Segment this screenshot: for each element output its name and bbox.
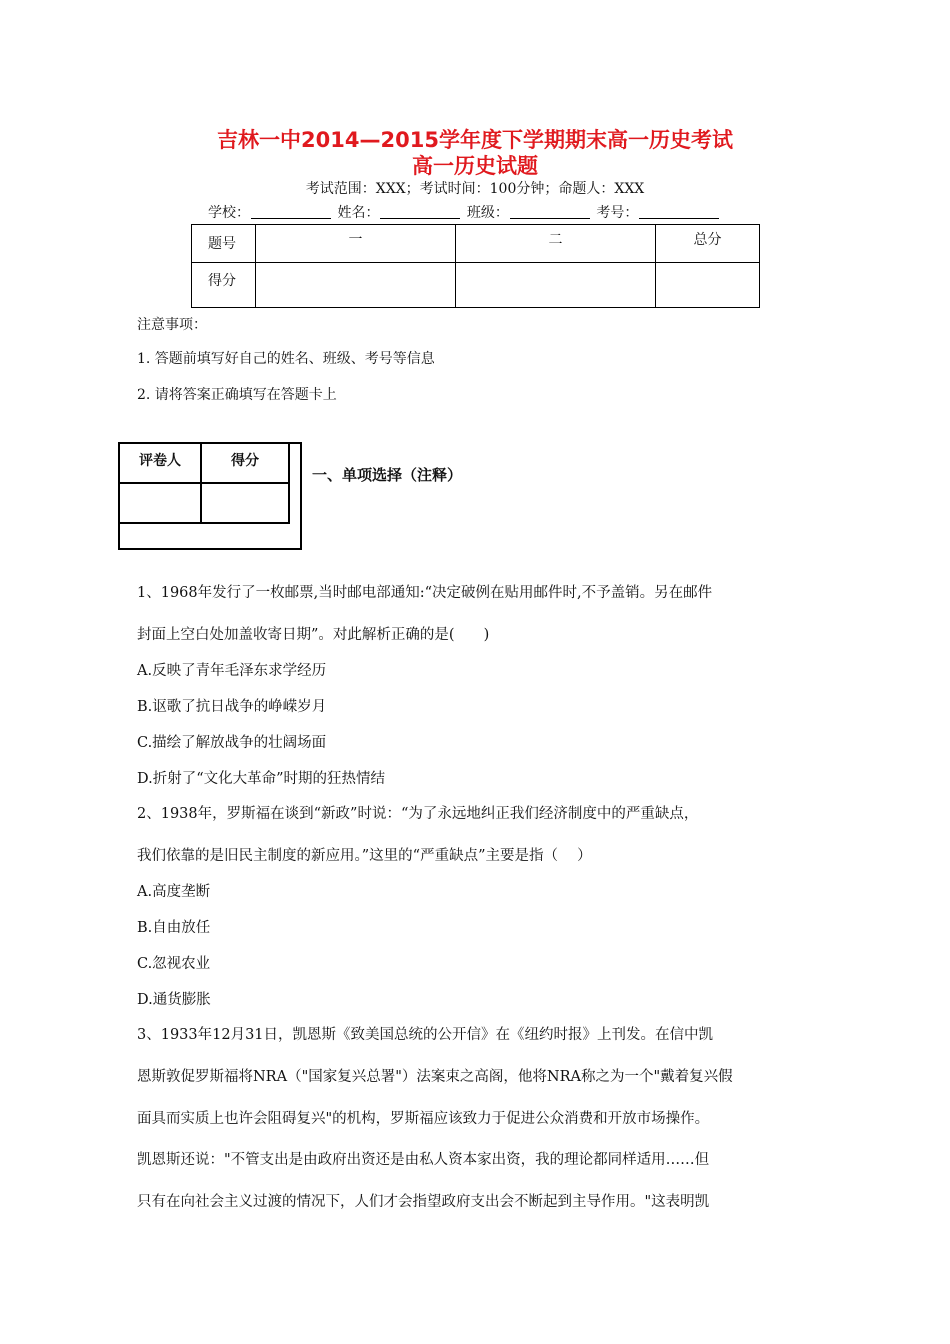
exam-title: 吉林一中2014—2015学年度下学期期末高一历史考试: [217, 128, 733, 152]
question-line: 1、1968年发行了一枚邮票,当时邮电部通知:“决定破例在贴用邮件时,不予盖销。另在邮件: [137, 585, 713, 601]
option-line: C.忽视农业: [137, 956, 211, 972]
question-line: 面具而实质上也许会阻碍复兴"的机构，罗斯福应该致力于促进公众消费和开放市场操作。: [137, 1111, 710, 1127]
school-label: 学校：: [208, 205, 250, 221]
column-total: 总分: [656, 225, 760, 263]
note-item: 2. 请将答案正确填写在答题卡上: [137, 387, 337, 403]
score-label: 得分: [192, 263, 256, 308]
grader-header: 评卷人: [119, 443, 201, 483]
section-title: 一、单项选择（注释）: [312, 466, 463, 484]
school-field[interactable]: [251, 204, 331, 219]
grader-score-header: 得分: [201, 443, 289, 483]
option-line: C.描绘了解放战争的壮阔场面: [137, 735, 327, 751]
grader-table: [118, 442, 290, 524]
exam-subtitle: 高一历史试题: [412, 154, 538, 178]
notes-heading: 注意事项：: [137, 317, 207, 333]
question-number-header: 题号: [192, 225, 256, 263]
column-one: 一: [256, 225, 456, 263]
option-line: A.高度垄断: [137, 884, 211, 900]
exam-number-field[interactable]: [639, 204, 719, 219]
score-cell-two[interactable]: [456, 263, 656, 308]
exam-meta: 考试范围：XXX；考试时间：100分钟；命题人：XXX: [305, 181, 645, 197]
exam-number-label: 考号：: [596, 205, 639, 221]
score-cell-one[interactable]: [256, 263, 456, 308]
score-table: [191, 224, 760, 308]
grader-cell[interactable]: [119, 483, 201, 523]
class-field[interactable]: [510, 204, 590, 219]
option-line: A.反映了青年毛泽东求学经历: [137, 663, 327, 679]
question-line: 3、1933年12月31日，凯恩斯《致美国总统的公开信》在《纽约时报》上刊发。在信中凯: [137, 1027, 714, 1043]
grader-score-cell[interactable]: [201, 483, 289, 523]
question-line: 只有在向社会主义过渡的情况下，人们才会指望政府支出会不断起到主导作用。"这表明凯: [137, 1194, 710, 1210]
option-line: D.折射了“文化大革命”时期的狂热情结: [137, 771, 386, 787]
option-line: B.自由放任: [137, 920, 211, 936]
student-info-fields: [208, 202, 721, 222]
score-cell-total[interactable]: [656, 263, 760, 308]
name-label: 姓名：: [337, 205, 380, 221]
note-item: 1. 答题前填写好自己的姓名、班级、考号等信息: [137, 351, 435, 367]
question-line: 封面上空白处加盖收寄日期”。对此解析正确的是( ): [137, 627, 490, 643]
question-line: 2、1938年，罗斯福在谈到“新政”时说：“为了永远地纠正我们经济制度中的严重缺点，: [137, 806, 699, 822]
option-line: B.讴歌了抗日战争的峥嵘岁月: [137, 699, 327, 715]
column-two: 二: [456, 225, 656, 263]
question-line: 恩斯敦促罗斯福将NRA（"国家复兴总署"）法案束之高阁，他将NRA称之为一个"戴着复兴假: [137, 1069, 733, 1085]
question-line: 凯恩斯还说："不管支出是由政府出资还是由私人资本家出资，我的理论都同样适用……但: [137, 1152, 710, 1168]
class-label: 班级：: [466, 205, 509, 221]
name-field[interactable]: [380, 204, 460, 219]
question-line: 我们依靠的是旧民主制度的新应用。”这里的“严重缺点”主要是指（ ）: [137, 848, 592, 864]
option-line: D.通货膨胀: [137, 992, 211, 1008]
